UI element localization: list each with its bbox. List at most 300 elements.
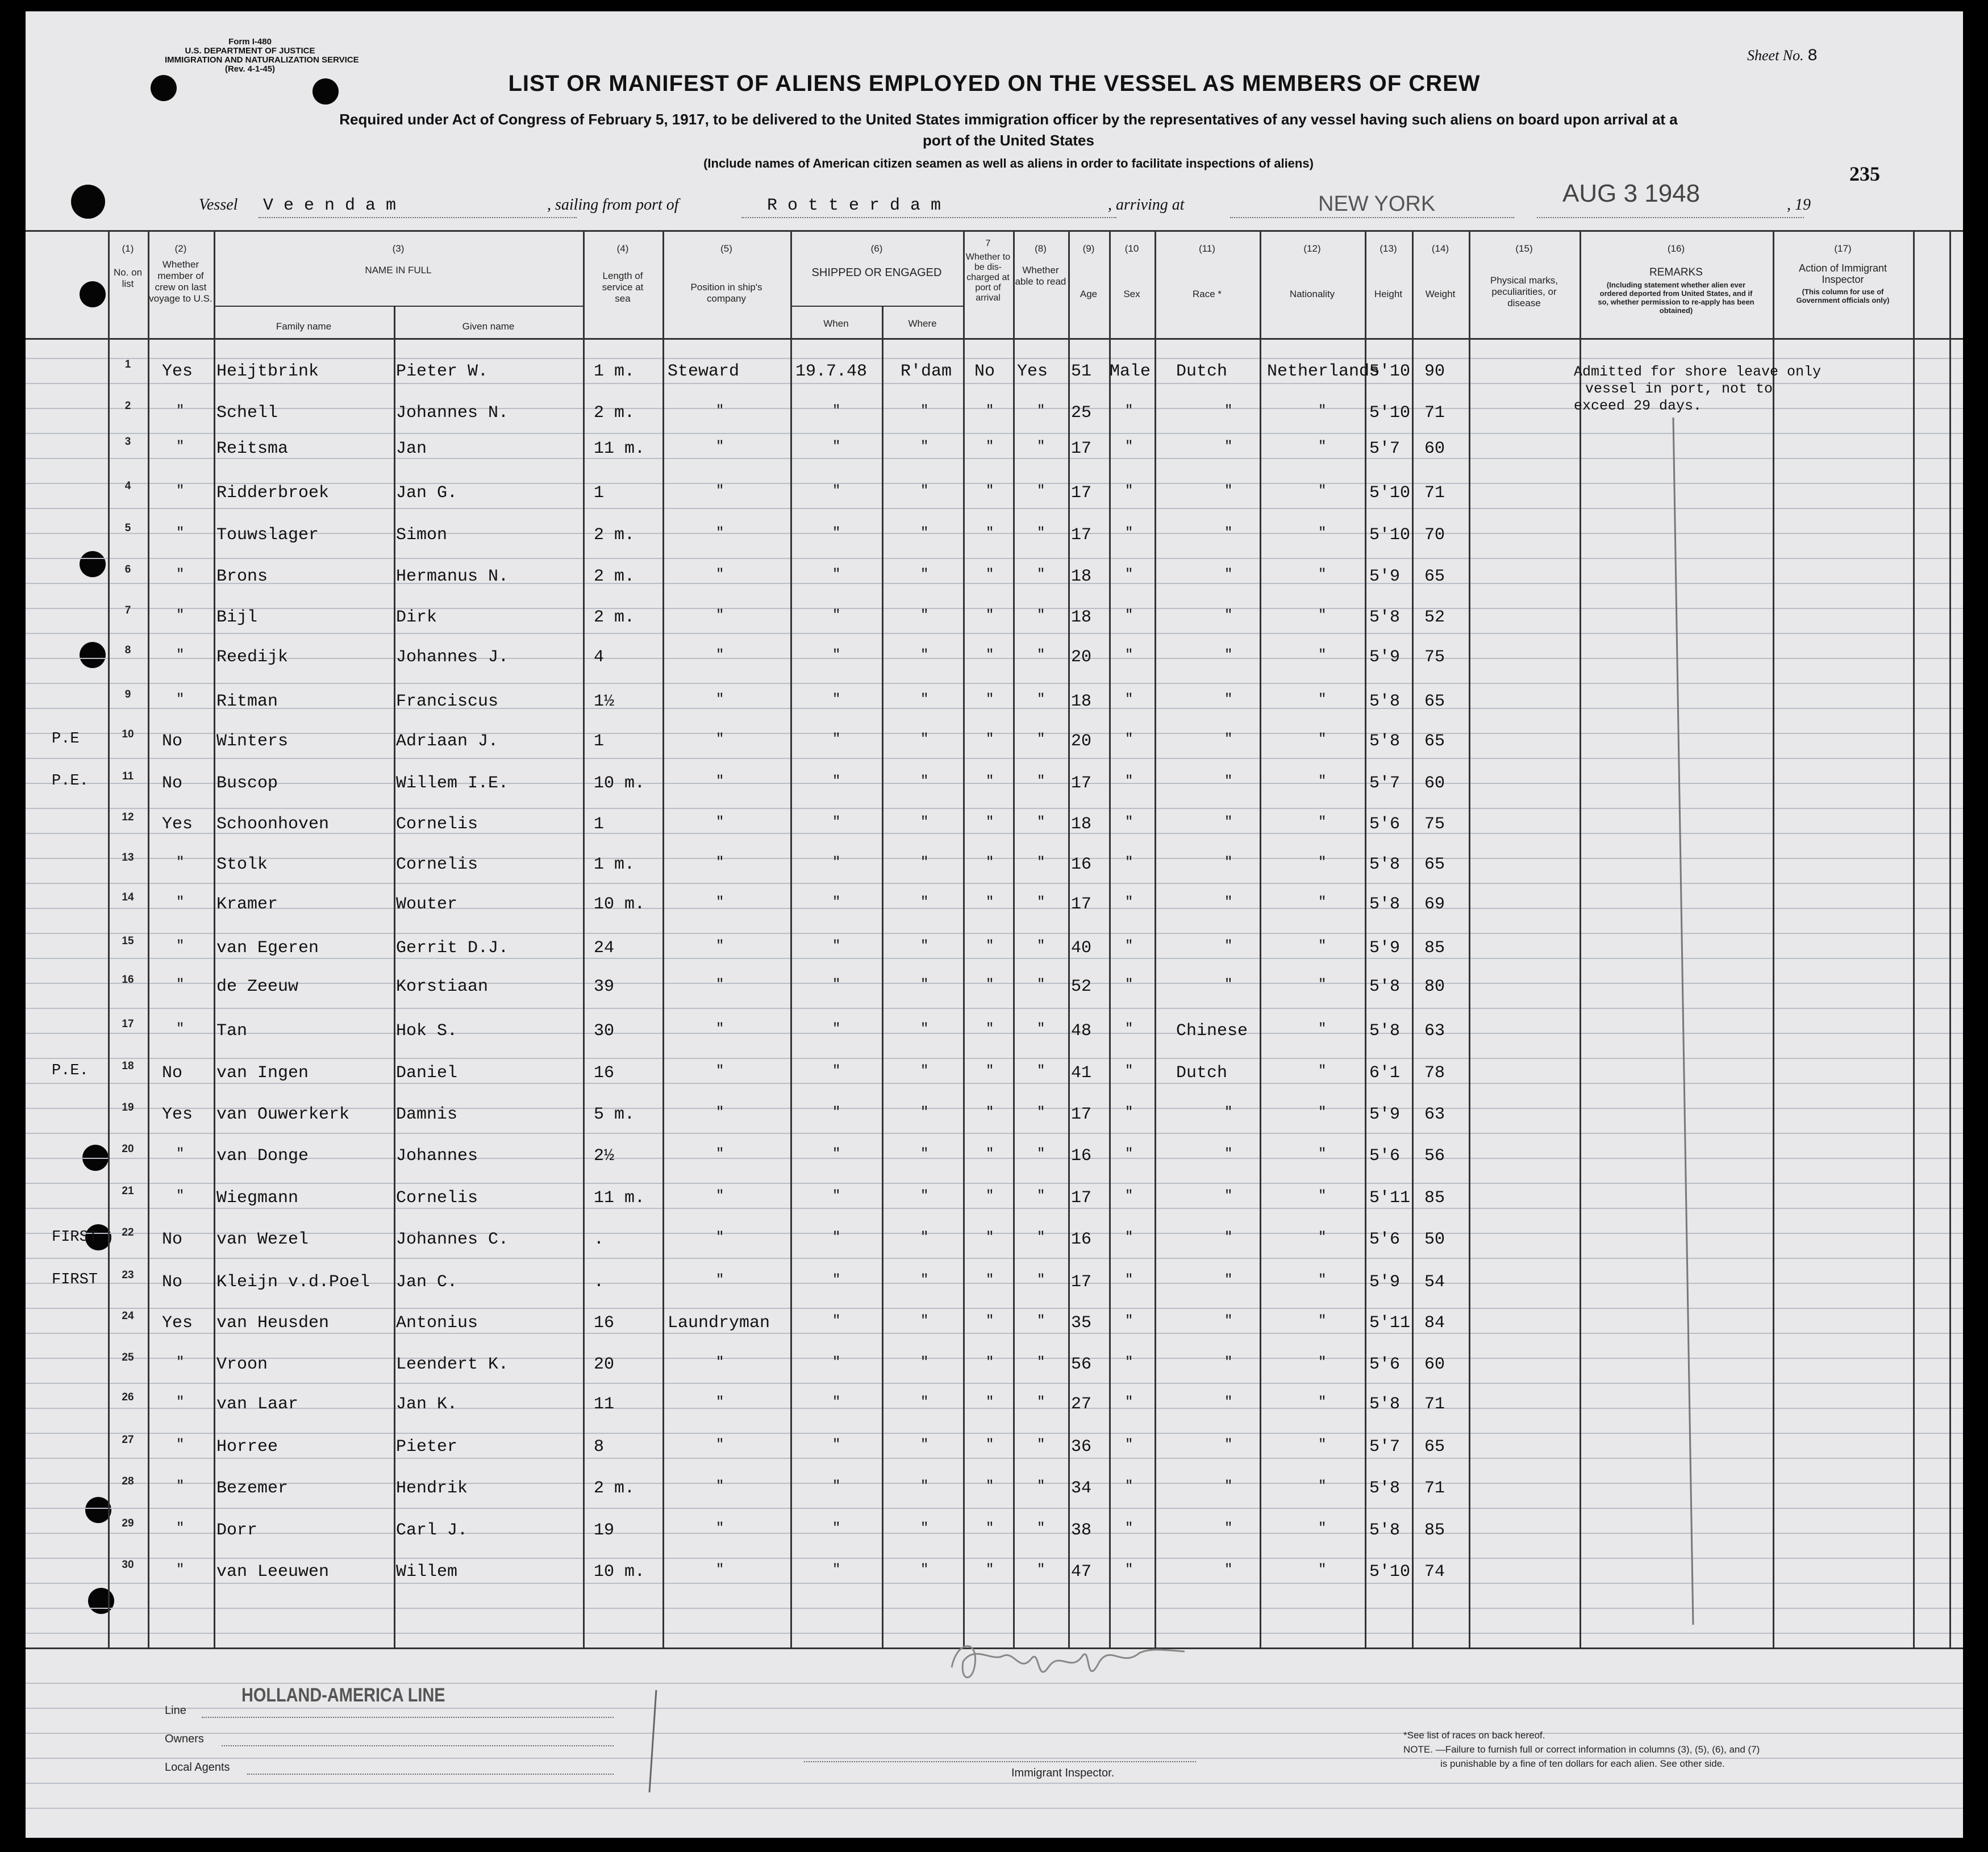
service-length-cell: 1 [594,815,605,834]
col-header-physical-marks: (15) Physical marks, peculiarities, or disease [1490,243,1558,308]
discharged-cell: " [986,1479,994,1494]
shipped-when-cell: " [832,567,841,582]
col-divider [1469,230,1470,1649]
row-number: 24 [122,1310,134,1322]
signature-scribble [940,1628,1190,1696]
race-cell: " [1224,1562,1233,1578]
fine-note-line-1: NOTE. —Failure to furnish full or correct information in columns (3), (5), (6), and (7) [1403,1744,1760,1755]
vessel-name: V e e n d a m [263,196,397,215]
given-name-cell: Dirk [396,608,437,627]
sex-cell: " [1125,608,1133,623]
shipped-where-cell: " [920,525,929,541]
row-number: 21 [122,1185,134,1197]
last-voyage-cell: " [176,1479,185,1494]
col-header-position: (5) Position in ship's company [690,243,762,304]
discharged-cell: " [986,1562,994,1578]
position-cell: " [716,1395,724,1410]
sex-cell: " [1125,855,1133,870]
position-cell: " [716,525,724,541]
row-number: 10 [122,728,134,740]
nationality-cell: " [1318,1188,1327,1204]
service-length-cell: 1 m. [594,362,635,381]
given-name-cell: Hermanus N. [396,567,509,586]
weight-cell: 71 [1424,403,1445,423]
height-cell: 5'10 [1369,483,1411,503]
discharged-cell: " [986,403,994,419]
race-cell: " [1224,1146,1233,1162]
shipped-where-cell: " [920,403,929,419]
shipped-where-cell: " [920,1395,929,1410]
col-header-shipped: (6) SHIPPED OR ENGAGED [811,243,942,279]
sex-cell: " [1125,1188,1133,1204]
last-voyage-cell: " [176,648,185,663]
discharged-cell: " [986,1021,994,1037]
col-header-nationality: (12) Nationality [1289,243,1335,299]
row-number: 14 [122,891,134,903]
family-name-cell: Wiegmann [216,1188,299,1208]
nationality-cell: " [1318,1479,1327,1494]
able-to-read-cell: " [1037,1273,1045,1288]
weight-cell: 69 [1424,895,1445,914]
col-divider [148,230,149,1649]
sailing-label: , sailing from port of [547,196,679,214]
age-cell: 17 [1071,895,1092,914]
sheet-number: Sheet No. 8 [1747,47,1818,66]
position-cell: " [716,483,724,499]
last-voyage-cell: " [176,1188,185,1204]
row-number: 19 [122,1102,134,1113]
vessel-underline [259,217,577,218]
given-name-cell: Pieter [396,1437,458,1457]
nationality-cell: " [1318,483,1327,499]
discharged-cell: " [986,732,994,747]
able-to-read-cell: " [1037,692,1045,707]
height-cell: 5'11 [1369,1313,1411,1333]
weight-cell: 60 [1424,774,1445,793]
able-to-read-cell: " [1037,648,1045,663]
col-divider [1013,230,1015,1649]
service-length-cell: 11 m. [594,1188,645,1208]
nationality-cell: " [1318,1355,1327,1370]
sex-cell: Male [1110,362,1151,381]
nationality-cell: " [1318,1437,1327,1453]
race-cell: " [1224,1273,1233,1288]
age-cell: 18 [1071,692,1092,711]
able-to-read-cell: " [1037,1562,1045,1578]
col-header-inspector-action: (17) Action of Immigrant Inspector (This column for use of Government officials only) [1796,243,1890,305]
race-cell: " [1224,1188,1233,1204]
position-cell: " [716,608,724,623]
able-to-read-cell: " [1037,1395,1045,1410]
col-header-sex: (10 Sex [1123,243,1140,299]
service-length-cell: 11 m. [594,439,645,458]
family-name-cell: Brons [216,567,268,586]
subtitle-note: (Include names of American citizen seamen as well as aliens in order to facilitate inspections of aliens) [703,156,1314,170]
able-to-read-cell: " [1037,1355,1045,1370]
race-cell: " [1224,977,1233,992]
last-voyage-cell: " [176,1355,185,1370]
family-name-cell: Bijl [216,608,258,627]
height-cell: 5'10 [1369,362,1411,381]
shipped-where-cell: " [920,1146,929,1162]
shipped-where-cell: " [920,1521,929,1536]
discharged-cell: " [986,567,994,582]
row-margin-mark: FIRST [52,1271,98,1288]
family-name-cell: van Wezel [216,1230,309,1249]
discharged-cell: " [986,855,994,870]
weight-cell: 90 [1424,362,1445,381]
remarks-ditto-line [1662,415,1707,1630]
family-name-cell: de Zeeuw [216,977,299,996]
line-label: Line [165,1704,186,1717]
family-name-cell: Winters [216,732,289,751]
position-cell: " [716,938,724,954]
last-voyage-cell: " [176,525,185,541]
col-header-last-voyage: (2) Whether member of crew on last voyage to U.S. [149,243,212,304]
shipped-when-cell: " [832,1355,841,1370]
discharged-cell: " [986,1146,994,1162]
sex-cell: " [1125,692,1133,707]
race-cell: " [1224,1230,1233,1245]
shipped-when-cell: " [832,648,841,663]
age-cell: 18 [1071,608,1092,627]
weight-cell: 85 [1424,1521,1445,1540]
race-cell: " [1224,1313,1233,1329]
subtitle-line1: Required under Act of Congress of February 5, 1917, to be delivered to the United States immigration officer by the representatives of any vessel having such aliens on board upon arrival at a [339,111,1678,128]
col-header-age: (9) Age [1080,243,1098,299]
punch-hole [80,551,106,577]
age-cell: 41 [1071,1063,1092,1083]
nationality-cell: " [1318,1021,1327,1037]
sailing-port: R o t t e r d a m [767,196,941,215]
last-voyage-cell: " [176,608,185,623]
col-header-family-name: Family name [276,321,332,332]
age-cell: 51 [1071,362,1092,381]
col-divider [1949,230,1951,1649]
last-voyage-cell: No [162,732,183,751]
race-cell: Chinese [1176,1021,1248,1041]
shipped-where-cell: " [920,1230,929,1245]
shipped-where-cell: " [920,1105,929,1120]
form-revision: (Rev. 4-1-45) [224,64,276,74]
family-name-cell: Ridderbroek [216,483,330,503]
given-name-cell: Johannes C. [396,1230,509,1249]
age-cell: 47 [1071,1562,1092,1582]
service-length-cell: 24 [594,938,615,958]
able-to-read-cell: " [1037,525,1045,541]
position-cell: " [716,1562,724,1578]
service-length-cell: 2 m. [594,403,635,423]
able-to-read-cell: " [1037,815,1045,830]
shipped-where-cell: " [920,895,929,910]
sex-cell: " [1125,1355,1133,1370]
height-cell: 5'10 [1369,1562,1411,1582]
position-cell: " [716,1021,724,1037]
shipped-where-cell: " [920,815,929,830]
nationality-cell: " [1318,692,1327,707]
weight-cell: 78 [1424,1063,1445,1083]
remarks-line-3: exceed 29 days. [1574,398,1702,414]
col-header-service: (4) Length of service at sea [602,243,644,304]
weight-cell: 84 [1424,1313,1445,1333]
weight-cell: 65 [1424,692,1445,711]
shipped-where-cell: " [920,1273,929,1288]
race-cell: " [1224,1437,1233,1453]
family-name-cell: Tan [216,1021,248,1041]
discharged-cell: " [986,895,994,910]
ruled-line [26,1708,1963,1709]
col-divider [394,306,395,1649]
family-name-cell: van Leeuwen [216,1562,330,1582]
discharged-cell: " [986,1313,994,1329]
service-length-cell: 16 [594,1313,615,1333]
row-number: 9 [124,689,131,700]
col-header-race: (11) Race * [1192,243,1222,299]
last-voyage-cell: " [176,567,185,582]
shipped-where-cell: " [920,1437,929,1453]
service-length-cell: 39 [594,977,615,996]
able-to-read-cell: " [1037,1063,1045,1079]
discharged-cell: " [986,1395,994,1410]
nationality-cell: " [1318,895,1327,910]
race-cell: " [1224,938,1233,954]
col-divider [1109,230,1111,1649]
ruled-line [26,1808,1963,1809]
sex-cell: " [1125,439,1133,454]
row-number: 4 [124,480,131,492]
shipped-where-cell: " [920,977,929,992]
race-cell: " [1224,648,1233,663]
last-voyage-cell: No [162,1273,183,1292]
family-name-cell: van Ingen [216,1063,309,1083]
owners-label: Owners [165,1733,204,1745]
weight-cell: 50 [1424,1230,1445,1249]
family-name-cell: van Ouwerkerk [216,1105,350,1124]
discharged-cell: " [986,977,994,992]
subtitle-line2: port of the United States [923,132,1094,149]
height-cell: 5'11 [1369,1188,1411,1208]
weight-cell: 65 [1424,855,1445,874]
sex-cell: " [1125,483,1133,499]
sex-cell: " [1125,1395,1133,1410]
race-cell: " [1224,403,1233,419]
race-cell: " [1224,895,1233,910]
position-cell: " [716,977,724,992]
height-cell: 5'8 [1369,1021,1401,1041]
discharged-cell: " [986,1105,994,1120]
position-cell: " [716,732,724,747]
age-cell: 20 [1071,732,1092,751]
given-name-cell: Willem I.E. [396,774,509,793]
last-voyage-cell: " [176,403,185,419]
col-header-no: (1) No. on list [113,243,143,289]
shipped-when-cell: " [832,938,841,954]
family-name-cell: Heijtbrink [216,362,319,381]
col-divider [1260,230,1261,1649]
position-cell: " [716,815,724,830]
row-number: 18 [122,1060,134,1072]
last-voyage-cell: No [162,774,183,793]
last-voyage-cell: " [176,938,185,954]
height-cell: 5'8 [1369,1521,1401,1540]
nationality-cell: " [1318,1105,1327,1120]
shipped-where-cell: " [920,439,929,454]
nationality-cell: " [1318,938,1327,954]
col-divider [1913,230,1915,1649]
last-voyage-cell: Yes [162,362,193,381]
service-length-cell: 11 [594,1395,615,1414]
shipped-when-cell: " [832,1105,841,1120]
last-voyage-cell: " [176,692,185,707]
last-voyage-cell: " [176,1146,185,1162]
shipped-where-cell: " [920,1562,929,1578]
nationality-cell: " [1318,855,1327,870]
service-length-cell: 8 [594,1437,605,1457]
weight-cell: 71 [1424,1395,1445,1414]
height-cell: 5'9 [1369,567,1401,586]
age-cell: 48 [1071,1021,1092,1041]
col-header-discharged: 7 Whether to be dis-charged at port of arrival [965,239,1011,303]
shipped-when-cell: " [832,1230,841,1245]
last-voyage-cell: " [176,1437,185,1453]
able-to-read-cell: " [1037,1146,1045,1162]
row-number: 28 [122,1475,134,1487]
service-length-cell: 30 [594,1021,615,1041]
given-name-cell: Damnis [396,1105,458,1124]
nationality-cell: " [1318,608,1327,623]
col-divider [1412,230,1414,1649]
sex-cell: " [1125,1273,1133,1288]
nationality-cell: " [1318,567,1327,582]
position-cell: " [716,648,724,663]
sex-cell: " [1125,1313,1133,1329]
sex-cell: " [1125,938,1133,954]
height-cell: 6'1 [1369,1063,1401,1083]
race-cell: " [1224,855,1233,870]
discharged-cell: " [986,1063,994,1079]
height-cell: 5'10 [1369,403,1411,423]
discharged-cell: " [986,1230,994,1245]
fine-note-line-2: is punishable by a fine of ten dollars for each alien. See other side. [1440,1758,1725,1769]
nationality-cell: " [1318,815,1327,830]
service-length-cell: 2 m. [594,608,635,627]
age-cell: 17 [1071,1105,1092,1124]
col-header-where: Where [908,318,937,329]
race-cell: " [1224,567,1233,582]
age-cell: 17 [1071,1188,1092,1208]
service-length-cell: 2½ [594,1146,615,1166]
position-cell: " [716,1273,724,1288]
age-cell: 56 [1071,1355,1092,1374]
age-cell: 25 [1071,403,1092,423]
able-to-read-cell: " [1037,895,1045,910]
line-underline [202,1717,614,1718]
family-name-cell: van Egeren [216,938,319,958]
height-cell: 5'8 [1369,855,1401,874]
age-cell: 17 [1071,439,1092,458]
family-name-cell: Bezemer [216,1479,289,1498]
manifest-page [26,11,1963,1838]
able-to-read-cell: " [1037,439,1045,454]
height-cell: 5'8 [1369,895,1401,914]
able-to-read-cell: " [1037,1479,1045,1494]
last-voyage-cell: Yes [162,815,193,834]
last-voyage-cell: Yes [162,1105,193,1124]
weight-cell: 65 [1424,1437,1445,1457]
row-number: 5 [124,522,131,534]
age-cell: 17 [1071,525,1092,545]
weight-cell: 74 [1424,1562,1445,1582]
last-voyage-cell: " [176,1021,185,1037]
service-length-cell: 1 [594,732,605,751]
shipped-when-cell: " [832,1562,841,1578]
discharged-cell: " [986,1521,994,1536]
discharged-cell: " [986,1437,994,1453]
given-name-cell: Wouter [396,895,458,914]
row-margin-mark: P.E. [52,1062,89,1079]
last-voyage-cell: " [176,1395,185,1410]
sex-cell: " [1125,1063,1133,1079]
shipped-when-cell: " [832,1146,841,1162]
owners-underline [222,1745,614,1746]
able-to-read-cell: " [1037,608,1045,623]
discharged-cell: " [986,525,994,541]
ruled-line [26,1733,1963,1734]
height-cell: 5'7 [1369,774,1401,793]
discharged-cell: " [986,692,994,707]
shipped-where-cell: " [920,648,929,663]
row-number: 13 [122,852,134,864]
service-length-cell: 2 m. [594,525,635,545]
col-divider [1579,230,1581,1649]
col-divider [583,230,585,1649]
position-cell: Laundryman [668,1313,770,1333]
height-cell: 5'6 [1369,1146,1401,1166]
race-cell: " [1224,608,1233,623]
discharged-cell: No [974,362,995,381]
given-name-cell: Willem [396,1562,458,1582]
shipped-subheader-line [790,306,963,307]
last-voyage-cell: " [176,439,185,454]
col-divider [963,230,965,1649]
row-number: 27 [122,1434,134,1446]
arrival-port: NEW YORK [1318,192,1436,216]
age-cell: 36 [1071,1437,1092,1457]
weight-cell: 60 [1424,1355,1445,1374]
given-name-cell: Cornelis [396,855,478,874]
age-cell: 40 [1071,938,1092,958]
arriving-label: , arriving at [1108,196,1185,214]
service-length-cell: 2 m. [594,567,635,586]
service-length-cell: 5 m. [594,1105,635,1124]
shipped-when-cell: " [832,1479,841,1494]
shipped-when-cell: " [832,977,841,992]
given-name-cell: Johannes [396,1146,478,1166]
discharged-cell: " [986,1355,994,1370]
height-cell: 5'8 [1369,692,1401,711]
shipped-when-cell: " [832,1437,841,1453]
position-cell: " [716,403,724,419]
col-divider [882,306,883,1649]
weight-cell: 85 [1424,938,1445,958]
ruled-line [26,358,1963,359]
name-subheader-line [214,306,583,307]
race-cell: " [1224,1395,1233,1410]
age-cell: 16 [1071,1146,1092,1166]
position-cell: " [716,855,724,870]
shipped-when-cell: " [832,483,841,499]
family-name-cell: Dorr [216,1521,258,1540]
